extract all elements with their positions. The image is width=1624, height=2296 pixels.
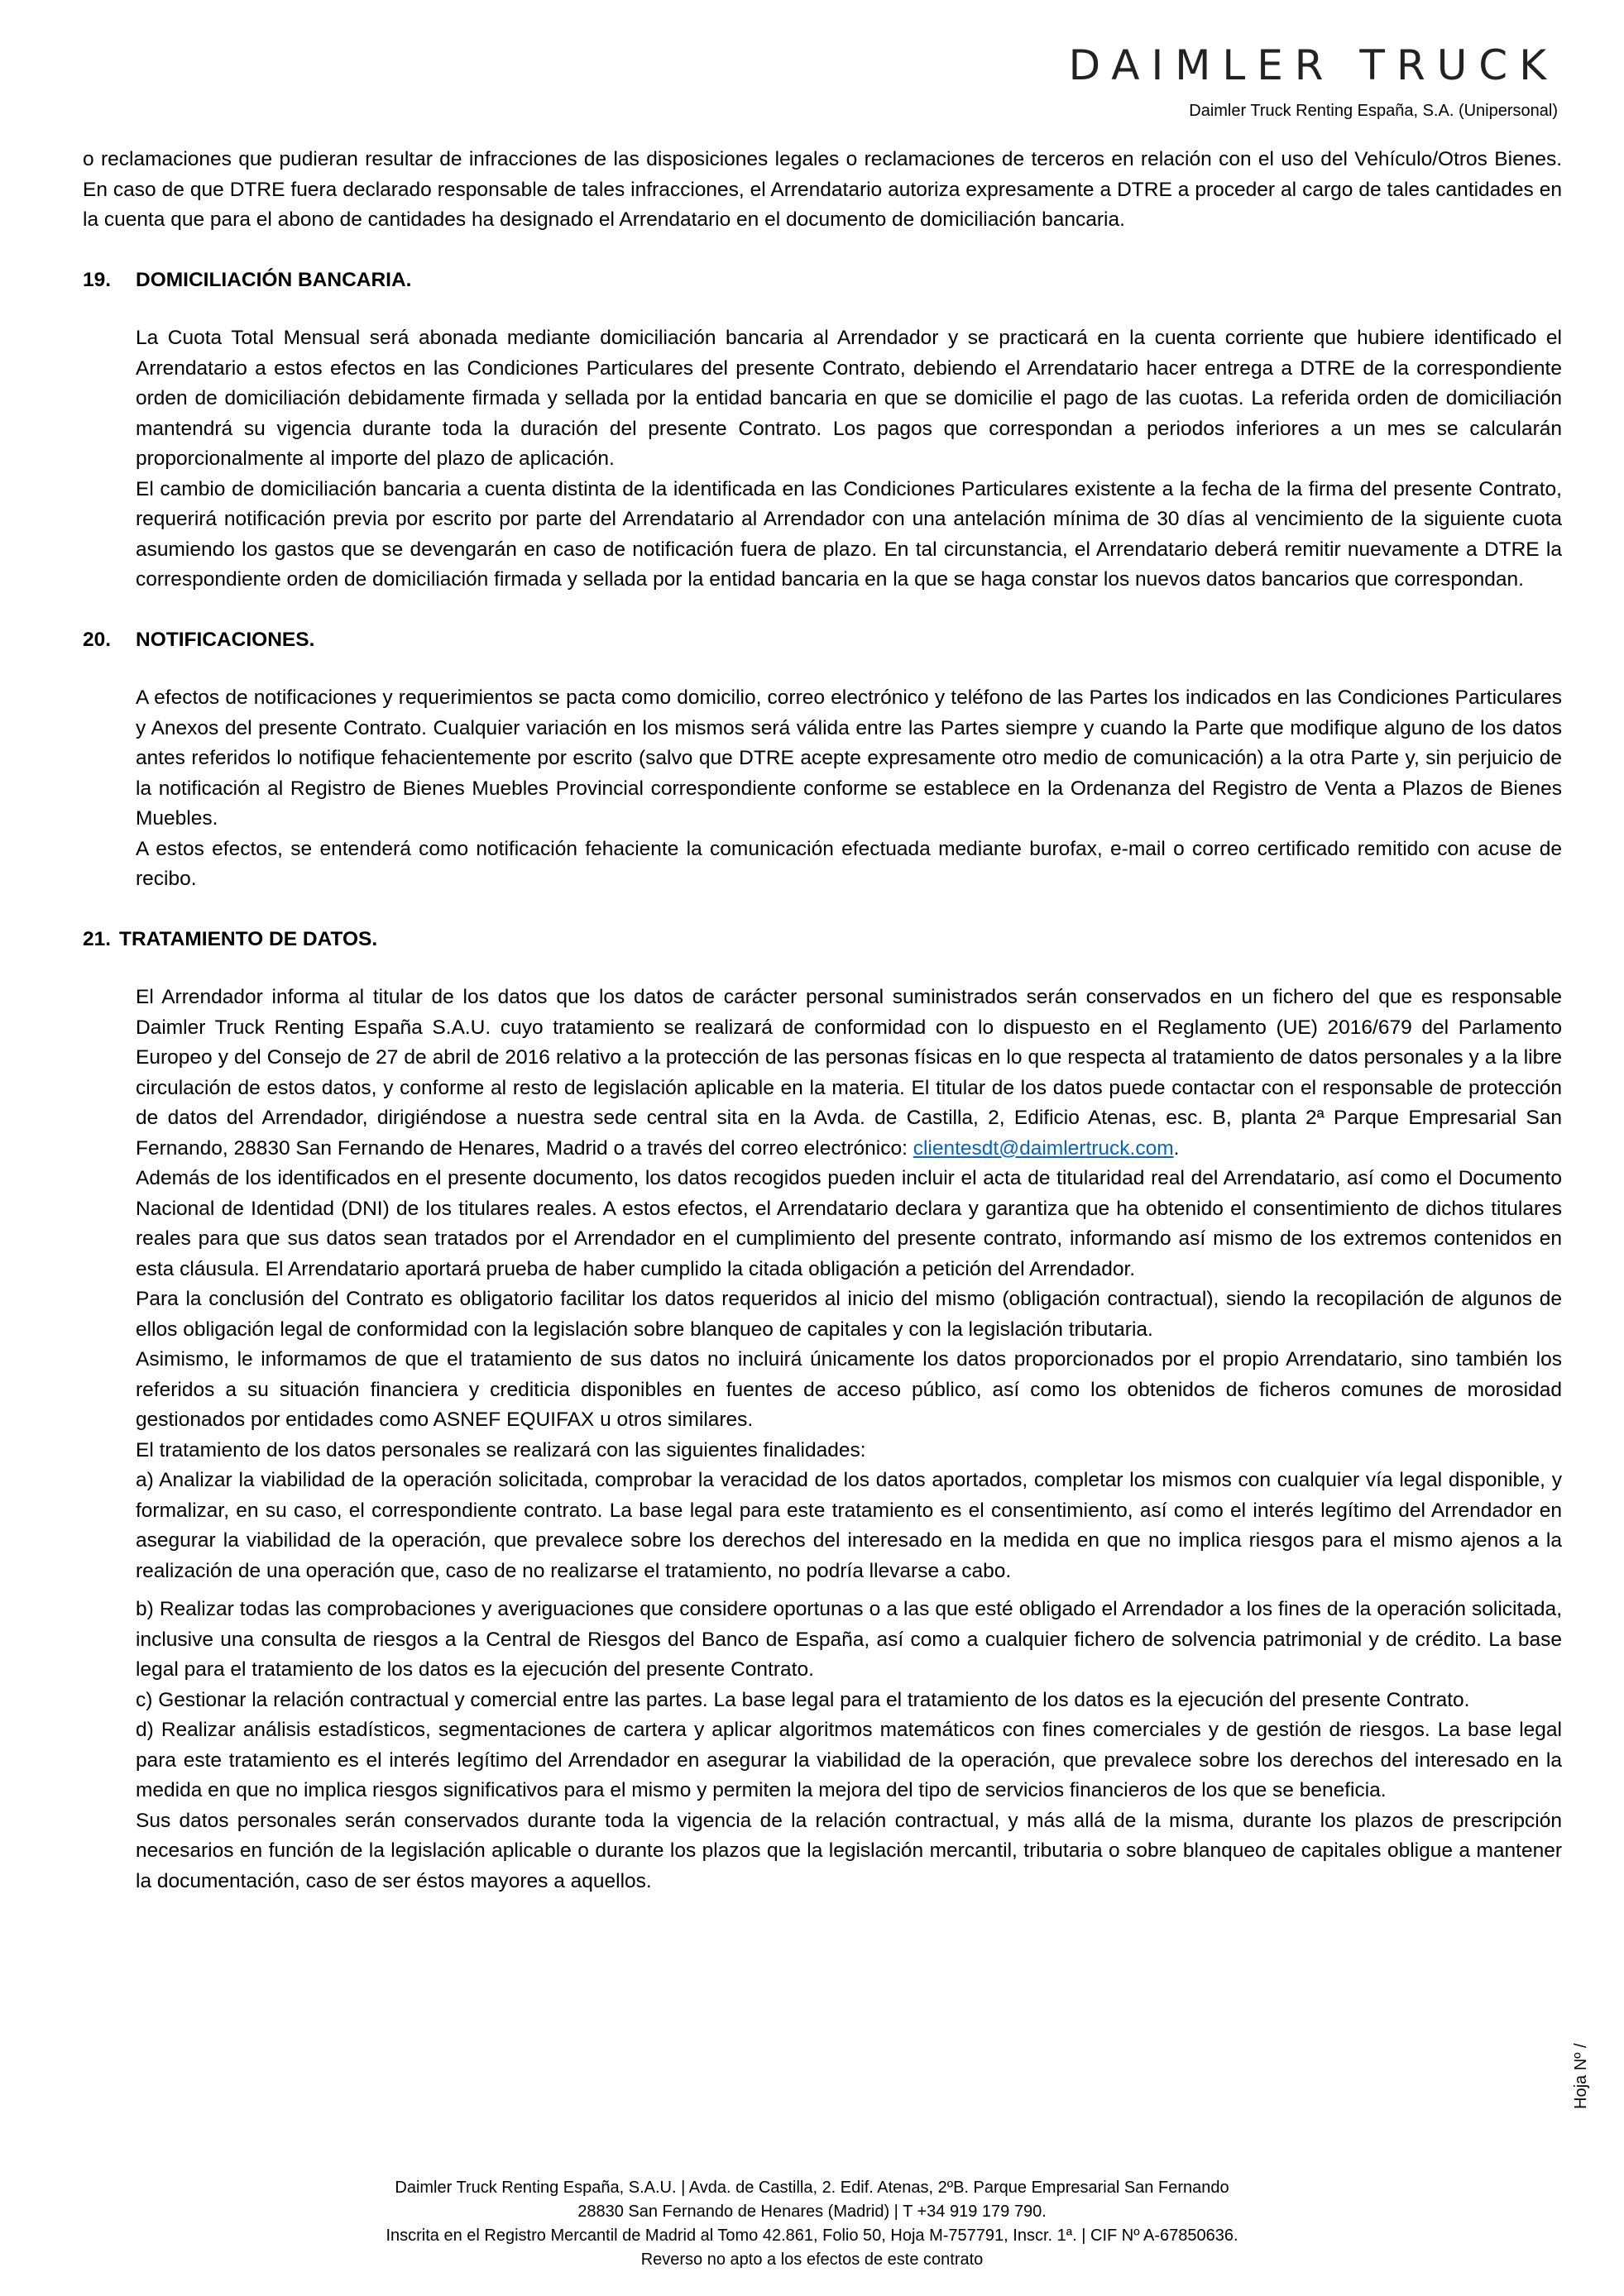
section-paragraph: Sus datos personales serán conservados durante toda la vigencia de la relación contractual, y más allá de la misma, durante los plazos de prescripción necesarios en función de la legislación aplicable o durante los plazos que la legislación mercantil, tributaria o sobre blanqueo de capitales obligue a mantener la documentación, caso de ser éstos mayores a aquellos.	[136, 1809, 1562, 1892]
section-title: TRATAMIENTO DE DATOS.	[119, 927, 378, 950]
page-footer	[0, 2176, 1624, 2272]
document-body	[83, 145, 1562, 1897]
section-number: 19.	[83, 268, 112, 291]
section-21-heading	[83, 925, 1562, 955]
paragraph-text: El Arrendador informa al titular de los datos que los datos de carácter personal suministrados serán conservados en un fichero del que es responsable Daimler Truck Renting España S.A.U. cuyo tratamiento se realizará de conformidad con lo dispuesto en el Reglamento (UE) 2016/679 del Parlamento Europeo y del Consejo de 27 de abril de 2016 relativo a la protección de las personas físicas en lo que respecta al tratamiento de datos personales y a la libre circulación de estos datos, y conforme al resto de legislación aplicable en la materia. El titular de los datos puede contactar con el responsable de protección de datos del Arrendador, dirigiéndose a nuestra sede central sita en la Avda. de Castilla, 2, Edificio Atenas, esc. B, planta 2ª Parque Empresarial San Fernando, 28830 San Fernando de Henares, Madrid o a través del correo electrónico:	[136, 986, 1562, 1160]
section-paragraph: A efectos de notificaciones y requerimientos se pacta como domicilio, correo electrónico y teléfono de las Partes los indicados en las Condiciones Particulares y Anexos del presente Contrato. Cualquier variación en los mismos será válida entre las Partes siempre y cuando la Parte que modifique alguno de los datos antes referidos lo notifique fehacientemente por escrito (salvo que DTRE acepte expresamente otro medio de comunicación) a la otra Parte y, sin perjuicio de la notificación al Registro de Bienes Muebles Provincial correspondiente conforme se establece en la Ordenanza del Registro de Venta a Plazos de Bienes Muebles.	[136, 686, 1562, 830]
company-line: Daimler Truck Renting España, S.A. (Unipersonal)	[1189, 102, 1558, 120]
section-paragraph: Asimismo, le informamos de que el tratamiento de sus datos no incluirá únicamente los datos proporcionados por el propio Arrendatario, sino también los referidos a su situación financiera y crediticia disponibles en fuentes de acceso público, así como los obtenidos de ficheros comunes de morosidad gestionados por entidades como ASNEF EQUIFAX u otros similares.	[136, 1348, 1562, 1431]
section-paragraph: A estos efectos, se entenderá como notificación fehaciente la comunicación efectuada mediante burofax, e-mail o correo certificado remitido con acuse de recibo.	[136, 837, 1562, 890]
section-title: NOTIFICACIONES.	[136, 628, 315, 651]
section-paragraph: Además de los identificados en el presente documento, los datos recogidos pueden incluir el acta de titularidad real del Arrendatario, así como el Documento Nacional de Identidad (DNI) de los titulares reales. A estos efectos, el Arrendatario declara y garantiza que ha obtenido el consentimiento de dichos titulares reales para que sus datos sean tratados por el Arrendador en el cumplimiento del presente contrato, informando así mismo de los extremos contenidos en esta cláusula. El Arrendatario aportará prueba de haber cumplido la citada obligación a petición del Arrendador.	[136, 1167, 1562, 1280]
section-paragraph: El cambio de domiciliación bancaria a cuenta distinta de la identificada en las Condiciones Particulares existente a la fecha de la firma del presente Contrato, requerirá notificación previa por escrito por parte del Arrendatario al Arrendador con una antelación mínima de 30 días al vencimiento de la siguiente cuota asumiendo los gastos que se devengarán en caso de notificación fuera de plazo. En tal circunstancia, el Arrendatario deberá remitir nuevamente a DTRE la correspondiente orden de domiciliación firmada y sellada por la entidad bancaria en la que se haga constar los nuevos datos bancarios que correspondan.	[136, 477, 1562, 591]
intro-paragraph: o reclamaciones que pudieran resultar de infracciones de las disposiciones legales o reclamaciones de terceros en relación con el uso del Vehículo/Otros Bienes. En caso de que DTRE fuera declarado responsable de tales infracciones, el Arrendatario autoriza expresamente a DTRE a proceder al cargo de tales cantidades en la cuenta que para el abono de cantidades ha designado el Arrendatario en el documento de domiciliación bancaria.	[83, 148, 1562, 231]
footer-line: Inscrita en el Registro Mercantil de Madrid al Tomo 42.861, Folio 50, Hoja M-757791, Inscr. 1ª. | CIF Nº A-67850636.	[386, 2227, 1238, 2245]
list-item-b: b) Realizar todas las comprobaciones y averiguaciones que considere oportunas o a las que esté obligado el Arrendador a los fines de la operación solicitada, inclusive una consulta de riesgos a la Central de Riesgos del Banco de España, así como a cualquier fichero de solvencia patrimonial y de crédito. La base legal para el tratamiento de los datos es la ejecución del presente Contrato.	[136, 1598, 1562, 1681]
section-paragraph: El tratamiento de los datos personales se realizará con las siguientes finalidades:	[136, 1438, 866, 1461]
section-20-body	[83, 683, 1562, 895]
section-title: DOMICILIACIÓN BANCARIA.	[136, 268, 412, 291]
list-item-d: d) Realizar análisis estadísticos, segmentaciones de cartera y aplicar algoritmos matemáticos con fines comerciales y de gestión de riesgos. La base legal para este tratamiento es el interés legítimo del Arrendador en asegurar la viabilidad de la operación, que prevalece sobre los derechos del interesado en la medida en que no implica riesgos significativos para el mismo y permiten la mejora del tipo de servicios financieros de los que se beneficia.	[136, 1719, 1562, 1801]
footer-line: Daimler Truck Renting España, S.A.U. | Avda. de Castilla, 2. Edif. Atenas, 2ºB. Parque Empresarial San Fernando	[395, 2179, 1229, 2197]
section-paragraph: Para la conclusión del Contrato es obligatorio facilitar los datos requeridos al inicio del mismo (obligación contractual), siendo la recopilación de algunos de ellos obligación legal de conformidad con la legislación sobre blanqueo de capitales y con la legislación tributaria.	[136, 1288, 1562, 1341]
sheet-number-label: Hoja Nº /	[1572, 2043, 1590, 2109]
section-19-body	[83, 323, 1562, 596]
contact-email-link[interactable]: clientesdt@daimlertruck.com	[913, 1136, 1174, 1160]
section-paragraph: La Cuota Total Mensual será abonada mediante domiciliación bancaria al Arrendador y se practicará en la cuenta corriente que hubiere identificado el Arrendatario a estos efectos en las Condiciones Particulares del presente Contrato, debiendo el Arrendatario hacer entrega a DTRE de la correspondiente orden de domiciliación debidamente firmada y sellada por la entidad bancaria en que se domicilie el pago de las cuotas. La referida orden de domiciliación mantendrá su vigencia durante toda la duración del presente Contrato. Los pagos que correspondan a periodos inferiores a un mes se calcularán proporcionalmente al importe del plazo de aplicación.	[136, 327, 1562, 470]
section-number: 20.	[83, 628, 112, 651]
company-logo: DAIMLER TRUCK	[1068, 41, 1558, 89]
list-item-c: c) Gestionar la relación contractual y comercial entre las partes. La base legal para el tratamiento de los datos es la ejecución del presente Contrato.	[136, 1688, 1470, 1711]
footer-line: Reverso no apto a los efectos de este contrato	[640, 2251, 984, 2269]
footer-line: 28830 San Fernando de Henares (Madrid) | T +34 919 179 790.	[577, 2203, 1047, 2221]
section-paragraph	[136, 983, 1562, 1164]
section-19-heading	[83, 265, 1562, 296]
paragraph-text: .	[1173, 1136, 1180, 1160]
section-20-heading	[83, 625, 1562, 656]
list-item-a: a) Analizar la viabilidad de la operación solicitada, comprobar la veracidad de los datos aportados, completar los mismos con cualquier vía legal disponible, y formalizar, en su caso, el correspondiente contrato. La base legal para este tratamiento es el consentimiento, así como el interés legítimo del Arrendador en asegurar la viabilidad de la operación, que prevalece sobre los derechos del interesado en la medida en que no implica riesgos para el mismo ajenos a la realización de una operación que, caso de no realizarse el tratamiento, no podría llevarse a cabo.	[136, 1469, 1562, 1582]
section-number: 21.	[83, 927, 112, 950]
section-21-body	[83, 983, 1562, 1897]
